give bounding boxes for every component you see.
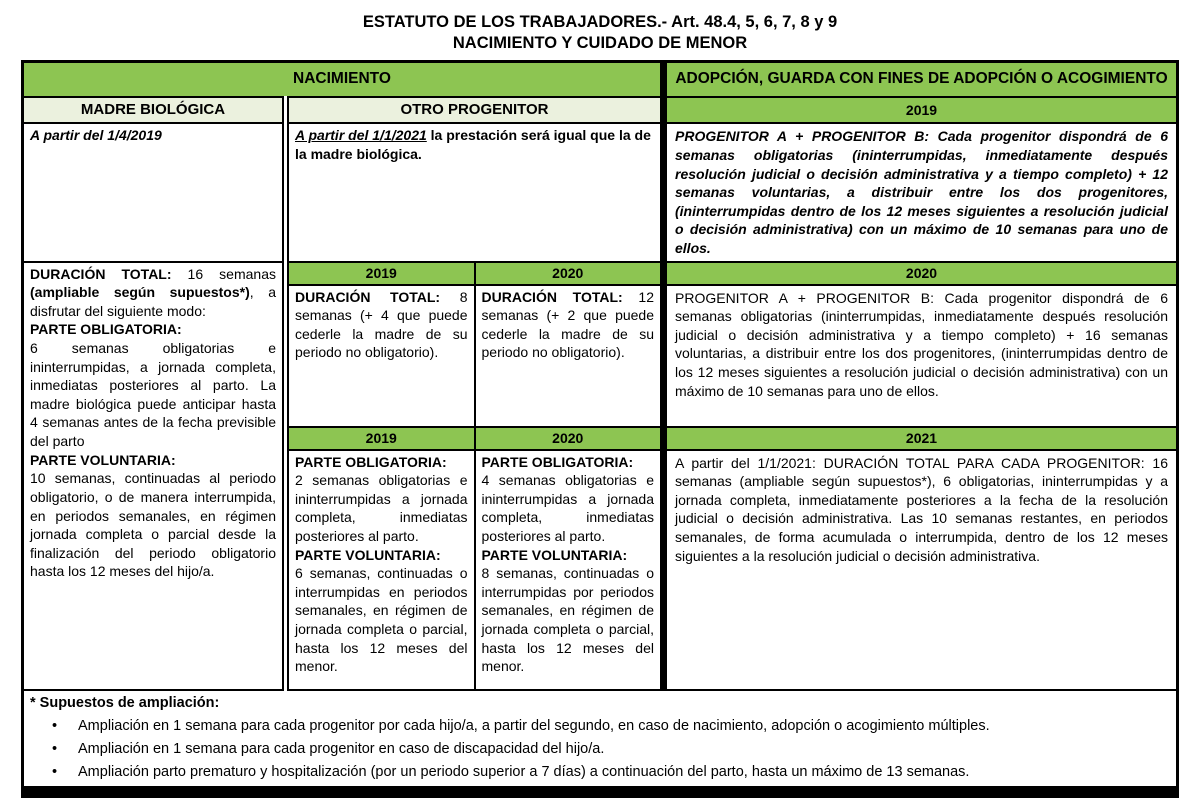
otro-2019-obligatoria-label: PARTE OBLIGATORIA:	[295, 453, 447, 470]
otro-2019-voluntaria-label: PARTE VOLUNTARIA:	[295, 546, 441, 563]
nacimiento-header: NACIMIENTO	[23, 61, 664, 97]
otro-2020-duration-text: 12 semanas (+ 2 que puede cederle la madre de su periodo no obligatorio).	[481, 288, 655, 361]
madre-voluntaria-text: 10 semanas, continuadas al periodo obligatorio, o de manera interrumpida, en periodos semanales, en régimen jornada completa o parcial desde la finalización del periodo obligatorio hasta los 12 meses del hijo/a.	[30, 470, 276, 580]
otro-2019-partes-cell	[286, 450, 475, 690]
madre-effective-date: A partir del 1/4/2019	[30, 127, 162, 144]
bullet-icon: •	[52, 764, 58, 781]
otro-2020-obligatoria-text: 4 semanas obligatorias e ininterrumpidas a jornada completa, inmediatas posteriores al parto.	[481, 472, 654, 545]
otro-2019-voluntaria-text: 6 semanas, continuadas o interrumpidas en periodos semanales, en régimen de jornada completa o parcial, hasta los 12 meses del menor.	[295, 565, 468, 675]
adopcion-2019-text: PROGENITOR A + PROGENITOR B: Cada progenitor dispondrá de 6 semanas obligatorias (ininterrumpidas, inmediatamente después resolución judicial o decisión administrativa y a tiempo completo) + 12 semanas voluntarias, a distribuir entre los dos progenitores, (ininterrumpidas dentro de los 12 meses siguientes a resolución judicial o decisión administrativa) con un máximo de 10 semanas para uno de ellos.	[675, 128, 1168, 256]
madre-duration-paragraph	[30, 265, 276, 321]
otro-2020-partes-cell	[475, 450, 664, 690]
footnote-cell	[23, 690, 1178, 792]
footnote-bullet-2-text: Ampliación en 1 semana para cada progenitor en caso de discapacidad del hijo/a.	[78, 741, 605, 758]
otro-2020-obligatoria-label: PARTE OBLIGATORIA:	[481, 453, 634, 470]
otro-2019-duration-label: DURACIÓN TOTAL:	[295, 288, 441, 305]
subheader-row	[23, 97, 1178, 123]
adopcion-2020-cell: PROGENITOR A + PROGENITOR B: Cada progenitor dispondrá de 6 semanas obligatorias (ininterrumpidas, inmediatamente después resolución judicial o decisión administrativa y a tiempo completo) + 16 semanas voluntarias, a distribuir entre los dos progenitores, (ininterrumpidas dentro de los 12 meses siguientes a resolución judicial o decisión administrativa) con un máximo de 10 semanas para uno de ellos.	[664, 285, 1178, 427]
bullet-icon: •	[52, 741, 58, 758]
otro-2020-voluntaria-text: 8 semanas, continuadas o interrumpidas por periodos semanales, en régimen de jornada completa o parcial, hasta los 12 meses del menor.	[481, 565, 654, 675]
otro-2020-voluntaria-label: PARTE VOLUNTARIA:	[481, 546, 628, 563]
madre-obligatoria-text: 6 semanas obligatorias e ininterrumpidas, a jornada completa, inmediatas posteriores al parto. La madre biológica puede anticipar hasta 4 semanas antes de la fecha previsible del parto	[30, 340, 276, 450]
otro-intro-cell	[286, 123, 664, 261]
madre-duration-end: , a disfrutar del siguiente modo:	[30, 284, 276, 319]
madre-duration-weeks: 16 semanas	[171, 265, 276, 282]
otro-intro-text: la prestación será igual que la de la madre biológica.	[295, 127, 651, 162]
madre-biologica-header: MADRE BIOLÓGICA	[23, 97, 286, 123]
otro-intro-date: A partir del 1/1/2021	[295, 127, 427, 144]
adopcion-2019-cell	[664, 123, 1178, 261]
otro-2019-duration-text: 8 semanas (+ 4 que puede cederle la madre de su periodo no obligatorio).	[295, 288, 468, 361]
madre-duration-ampliable: (ampliable según supuestos*)	[30, 284, 250, 301]
madre-obligatoria-label: PARTE OBLIGATORIA:	[30, 321, 182, 338]
title-line-1: ESTATUTO DE LOS TRABAJADORES.- Art. 48.4, 5, 6, 7, 8 y 9	[362, 13, 838, 31]
page-title	[21, 12, 1179, 55]
section-header-row	[23, 61, 1178, 97]
footnote-row	[23, 690, 1178, 792]
otro-2020-year-header-2: 2020	[475, 427, 664, 450]
madre-duration-cell	[23, 262, 286, 690]
adopcion-header: ADOPCIÓN, GUARDA CON FINES DE ADOPCIÓN O ACOGIMIENTO	[664, 61, 1178, 97]
adopcion-2021-cell: A partir del 1/1/2021: DURACIÓN TOTAL PARA CADA PROGENITOR: 16 semanas (ampliable según supuestos*), 6 obligatorias, ininterrumpidas y a jornada completa, inmediatamente posteriores a la fecha de la resolución judicial o decisión administrativa. Las 10 semanas restantes, en periodos semanales, de forma acumulada o interrumpida, dentro de los 12 meses siguientes a la resolución judicial o decisión administrativa.	[664, 450, 1178, 690]
year-band-row-1	[23, 262, 1178, 285]
otro-2019-year-header-2: 2019	[286, 427, 475, 450]
footnote-bullet-2	[52, 740, 1170, 759]
otro-2019-obligatoria-text: 2 semanas obligatorias e ininterrumpidas a jornada completa, inmediatas posteriores al parto.	[295, 472, 468, 545]
madre-effective-date-cell	[23, 123, 286, 261]
statute-table	[21, 60, 1179, 798]
madre-voluntaria-label: PARTE VOLUNTARIA:	[30, 451, 176, 468]
footnote-bullet-1-text: Ampliación en 1 semana para cada progenitor por cada hijo/a, a partir del segundo, en caso de nacimiento, adopción o acogimiento múltiples.	[78, 717, 990, 734]
adopcion-2020-header: 2020	[664, 262, 1178, 285]
title-line-2: NACIMIENTO Y CUIDADO DE MENOR	[452, 34, 748, 53]
otro-2019-duration-cell	[286, 285, 475, 427]
madre-duration-label: DURACIÓN TOTAL:	[30, 265, 172, 282]
otro-2020-year-header-1: 2020	[475, 262, 664, 285]
otro-progenitor-header: OTRO PROGENITOR	[286, 97, 664, 123]
footnote-bullet-3-text: Ampliación parto prematuro y hospitalización (por un periodo superior a 7 días) a continuación del parto, hasta un máximo de 13 semanas.	[78, 764, 970, 781]
footnote-bullet-3	[52, 763, 1170, 782]
adopcion-2021-header: 2021	[664, 427, 1178, 450]
bullet-icon: •	[52, 717, 58, 734]
intro-row	[23, 123, 1178, 261]
otro-2019-year-header-1: 2019	[286, 262, 475, 285]
otro-2020-duration-cell	[475, 285, 664, 427]
footnote-bullet-1	[52, 717, 1170, 736]
footnote-title: * Supuestos de ampliación:	[30, 694, 220, 711]
adopcion-2019-header: 2019	[664, 97, 1178, 123]
otro-2020-duration-label: DURACIÓN TOTAL:	[481, 288, 623, 305]
